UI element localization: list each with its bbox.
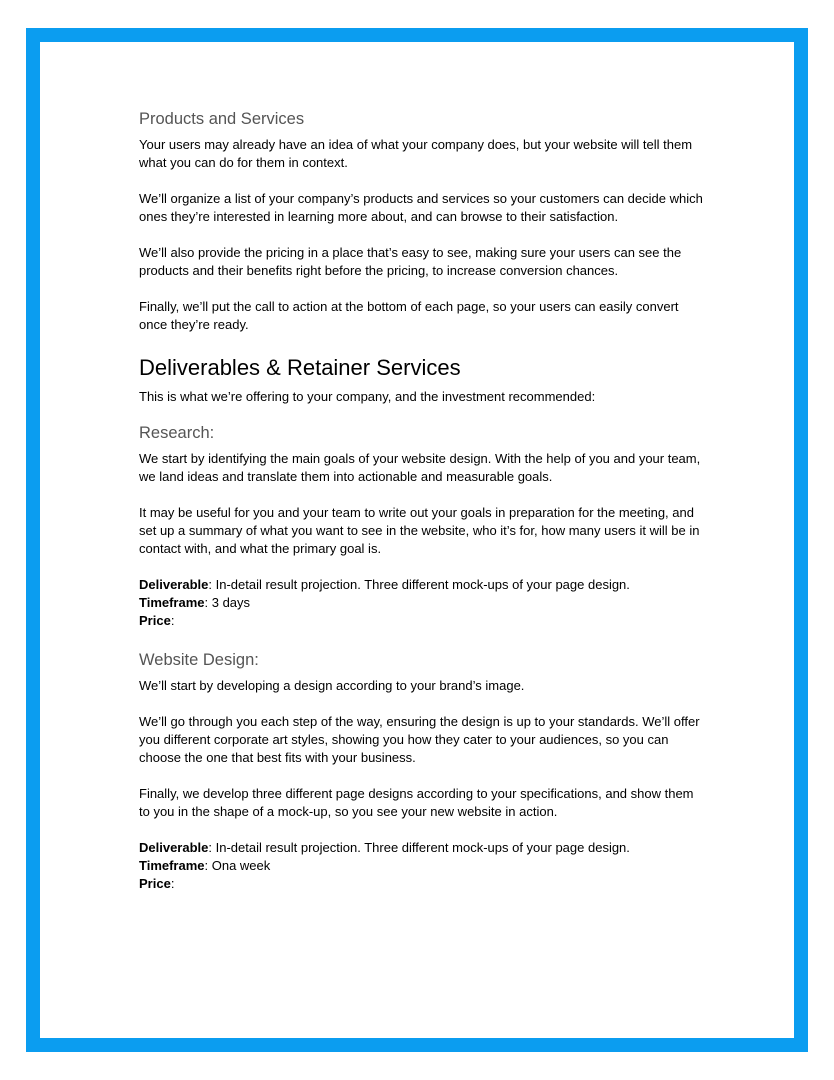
- research-heading: Research:: [139, 424, 215, 442]
- products-paragraph-2: We’ll organize a list of your company’s products and services so your customers can decide which ones they’re interested in learning more about, and can browse to their satisfaction.: [139, 191, 703, 224]
- research-timeframe-label: Timeframe: [139, 595, 205, 610]
- research-timeframe: [139, 594, 704, 612]
- website-design-timeframe: [139, 857, 704, 875]
- research-paragraph-1: We start by identifying the main goals of your website design. With the help of you and your team, we land ideas and translate them into actionable and measurable goals.: [139, 451, 701, 484]
- research-timeframe-value: : 3 days: [204, 595, 251, 610]
- website-design-timeframe-value: : Ona week: [204, 858, 271, 873]
- website-design-heading: Website Design:: [139, 651, 259, 669]
- website-design-deliverable-value: : In-detail result projection. Three different mock-ups of your page design.: [208, 840, 630, 855]
- research-deliverable-label: Deliverable: [139, 577, 209, 592]
- website-design-price-label: Price: [139, 876, 171, 891]
- website-design-paragraph-3: Finally, we develop three different page designs according to your specifications, and show them to you in the shape of a mock-up, so you see your new website in action.: [139, 786, 694, 819]
- products-paragraph-3: We’ll also provide the pricing in a place that’s easy to see, making sure your users can see the products and their benefits right before the pricing, to increase conversion chances.: [139, 245, 682, 278]
- document-body: [139, 109, 704, 893]
- website-design-timeframe-label: Timeframe: [139, 858, 205, 873]
- research-paragraph-2: It may be useful for you and your team to write out your goals in preparation for the meeting, and set up a summary of what you want to see in the website, who it’s for, how many users it will be in contact with, and what the primary goal is.: [139, 505, 700, 556]
- research-price-value: :: [170, 613, 175, 628]
- website-design-price: [139, 875, 704, 893]
- research-deliverable-value: : In-detail result projection. Three different mock-ups of your page design.: [208, 577, 630, 592]
- website-design-deliverable: [139, 839, 704, 857]
- website-design-price-value: :: [170, 876, 175, 891]
- research-price: [139, 612, 704, 630]
- website-design-paragraph-2: We’ll go through you each step of the way, ensuring the design is up to your standards. We’ll offer you different corporate art styles, showing you how they cater to your audiences, so you can choose the one that best fits with your business.: [139, 714, 700, 765]
- products-heading: Products and Services: [139, 110, 305, 128]
- website-design-paragraph-1: We’ll start by developing a design according to your brand’s image.: [139, 678, 525, 693]
- products-paragraph-4: Finally, we’ll put the call to action at the bottom of each page, so your users can easily convert once they’re ready.: [139, 299, 679, 332]
- website-design-deliverable-label: Deliverable: [139, 840, 209, 855]
- research-price-label: Price: [139, 613, 171, 628]
- deliverables-intro: This is what we’re offering to your company, and the investment recommended:: [139, 389, 596, 404]
- research-deliverable: [139, 576, 704, 594]
- products-paragraph-1: Your users may already have an idea of what your company does, but your website will tell them what you can do for them in context.: [139, 137, 693, 170]
- deliverables-heading: Deliverables & Retainer Services: [139, 355, 461, 380]
